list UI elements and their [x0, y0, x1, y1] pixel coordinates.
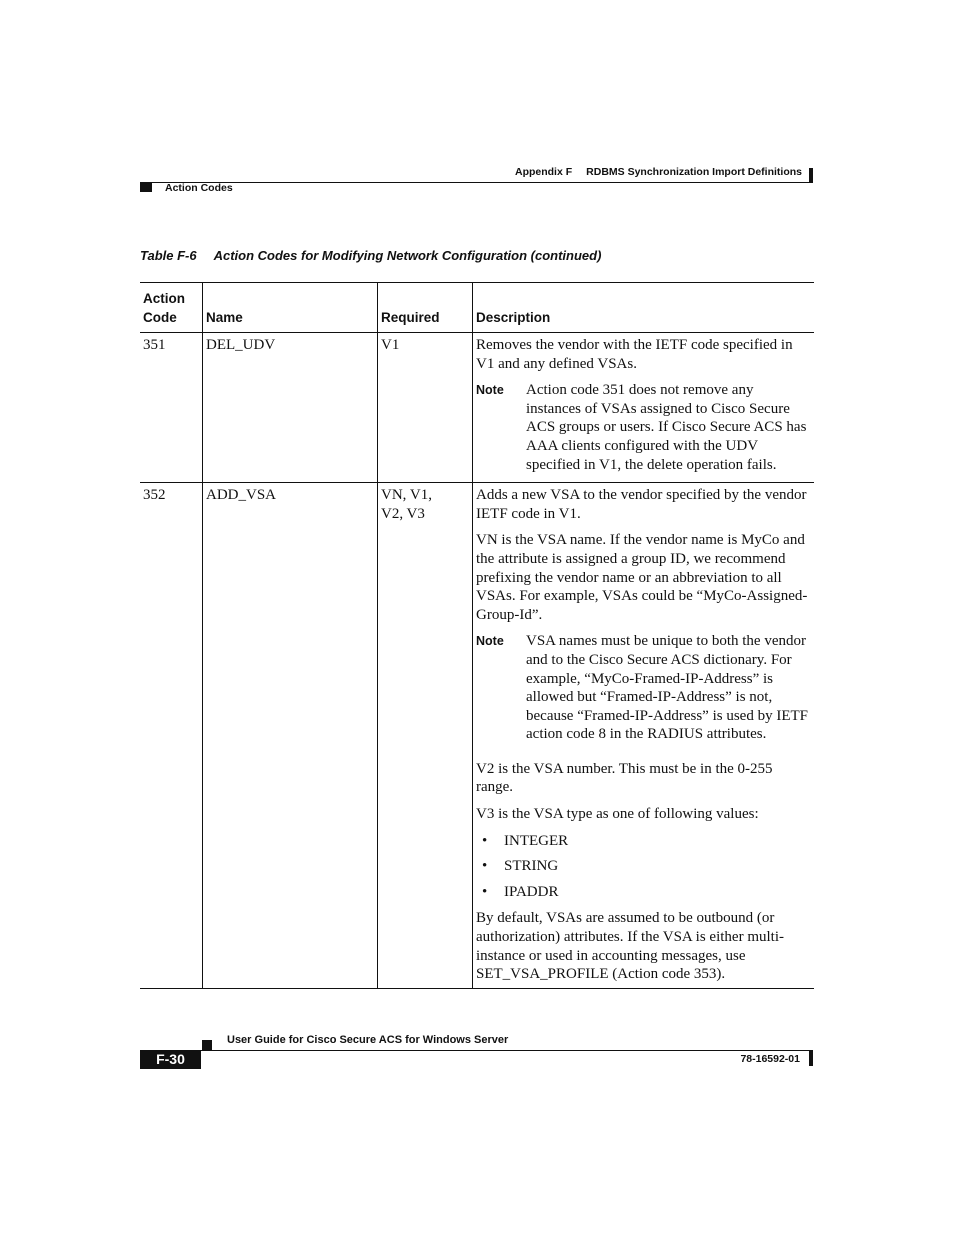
description-paragraph: Removes the vendor with the IETF code specified in V1 and any defined VSAs. [476, 337, 793, 372]
footer-bar-mark [809, 1051, 813, 1066]
header-square-mark [140, 183, 152, 192]
bullet-icon: • [482, 832, 488, 849]
footer-title: User Guide for Cisco Secure ACS for Windows Server [227, 1034, 509, 1046]
cell-description [473, 333, 815, 483]
cell-required [378, 483, 473, 989]
note-text: VSA names must be unique to both the vendor and to the Cisco Secure ACS dictionary. For example, “MyCo-Framed-IP-Address” is allowed but “Framed-IP-Address” is not, because “Framed-IP-Address” is used by IETF action code 8 in the RADIUS attributes. [526, 633, 809, 743]
table-row [140, 333, 814, 483]
description-paragraph: VN is the VSA name. If the vendor name is MyCo and the attribute is assigned a group ID, we recommend prefixing the vendor name or an abbreviation to all VSAs. For example, VSAs could be “MyCo-Assigned-Group-Id”. [476, 532, 808, 623]
page-number: F-30 [140, 1050, 201, 1069]
caption-title: Action Codes for Modifying Network Configuration (continued) [213, 248, 602, 263]
description-paragraph: Adds a new VSA to the vendor specified by the vendor IETF code in V1. [476, 487, 807, 522]
footer-rule [200, 1050, 813, 1051]
caption-label: Table F-6 [140, 248, 197, 263]
table-header-row [140, 283, 814, 333]
required-line1: VN, V1, [381, 487, 432, 504]
list-item-text: IPADDR [504, 883, 559, 900]
note-label: Note [476, 634, 504, 649]
header-chapter: RDBMS Synchronization Import Definitions [586, 166, 802, 178]
description-paragraph: V3 is the VSA type as one of following values: [476, 806, 759, 823]
col-name: Name [203, 283, 378, 333]
list-item [476, 857, 808, 876]
header-appendix: Appendix F [514, 166, 573, 178]
col-action-code [140, 283, 203, 333]
table-caption [140, 248, 601, 263]
footer-square-mark [202, 1040, 212, 1050]
bullet-icon: • [482, 883, 488, 900]
list-item-text: STRING [504, 858, 559, 875]
value-type-list [476, 832, 808, 902]
note-label: Note [476, 383, 504, 398]
header-bar-mark [809, 168, 813, 183]
table-row [140, 483, 814, 989]
description-paragraph: V2 is the VSA number. This must be in the 0-255 range. [476, 760, 773, 796]
bullet-icon: • [482, 858, 488, 875]
col-description: Description [476, 310, 551, 325]
col-required: Required [378, 283, 473, 333]
cell-description [473, 483, 815, 989]
col-action-code-line1: Action [143, 291, 185, 306]
cell-code: 351 [140, 333, 203, 483]
list-item [476, 883, 808, 902]
col-action-code-line2: Code [143, 310, 177, 325]
required-line2: V2, V3 [381, 505, 425, 522]
document-code: 78-16592-01 [740, 1053, 800, 1065]
note-block [476, 632, 808, 744]
cell-name: ADD_VSA [203, 483, 378, 989]
cell-code: 352 [140, 483, 203, 989]
cell-required: V1 [378, 333, 473, 483]
list-item-text: INTEGER [504, 832, 569, 849]
note-text: Action code 351 does not remove any instances of VSAs assigned to Cisco Secure ACS groups or users. If Cisco Secure ACS has AAA clients configured with the UDV specified in V1, the delete operation fails. [526, 382, 807, 473]
header-rule [140, 182, 813, 183]
header-section: Action Codes [165, 182, 233, 194]
list-item [476, 832, 808, 851]
description-paragraph: By default, VSAs are assumed to be outbound (or authorization) attributes. If the VSA is either multi-instance or used in accounting messages, use SET_VSA_PROFILE (Action code 353). [476, 910, 784, 983]
action-codes-table [140, 282, 814, 989]
note-block [476, 381, 808, 474]
running-header [140, 166, 802, 178]
cell-name: DEL_UDV [203, 333, 378, 483]
